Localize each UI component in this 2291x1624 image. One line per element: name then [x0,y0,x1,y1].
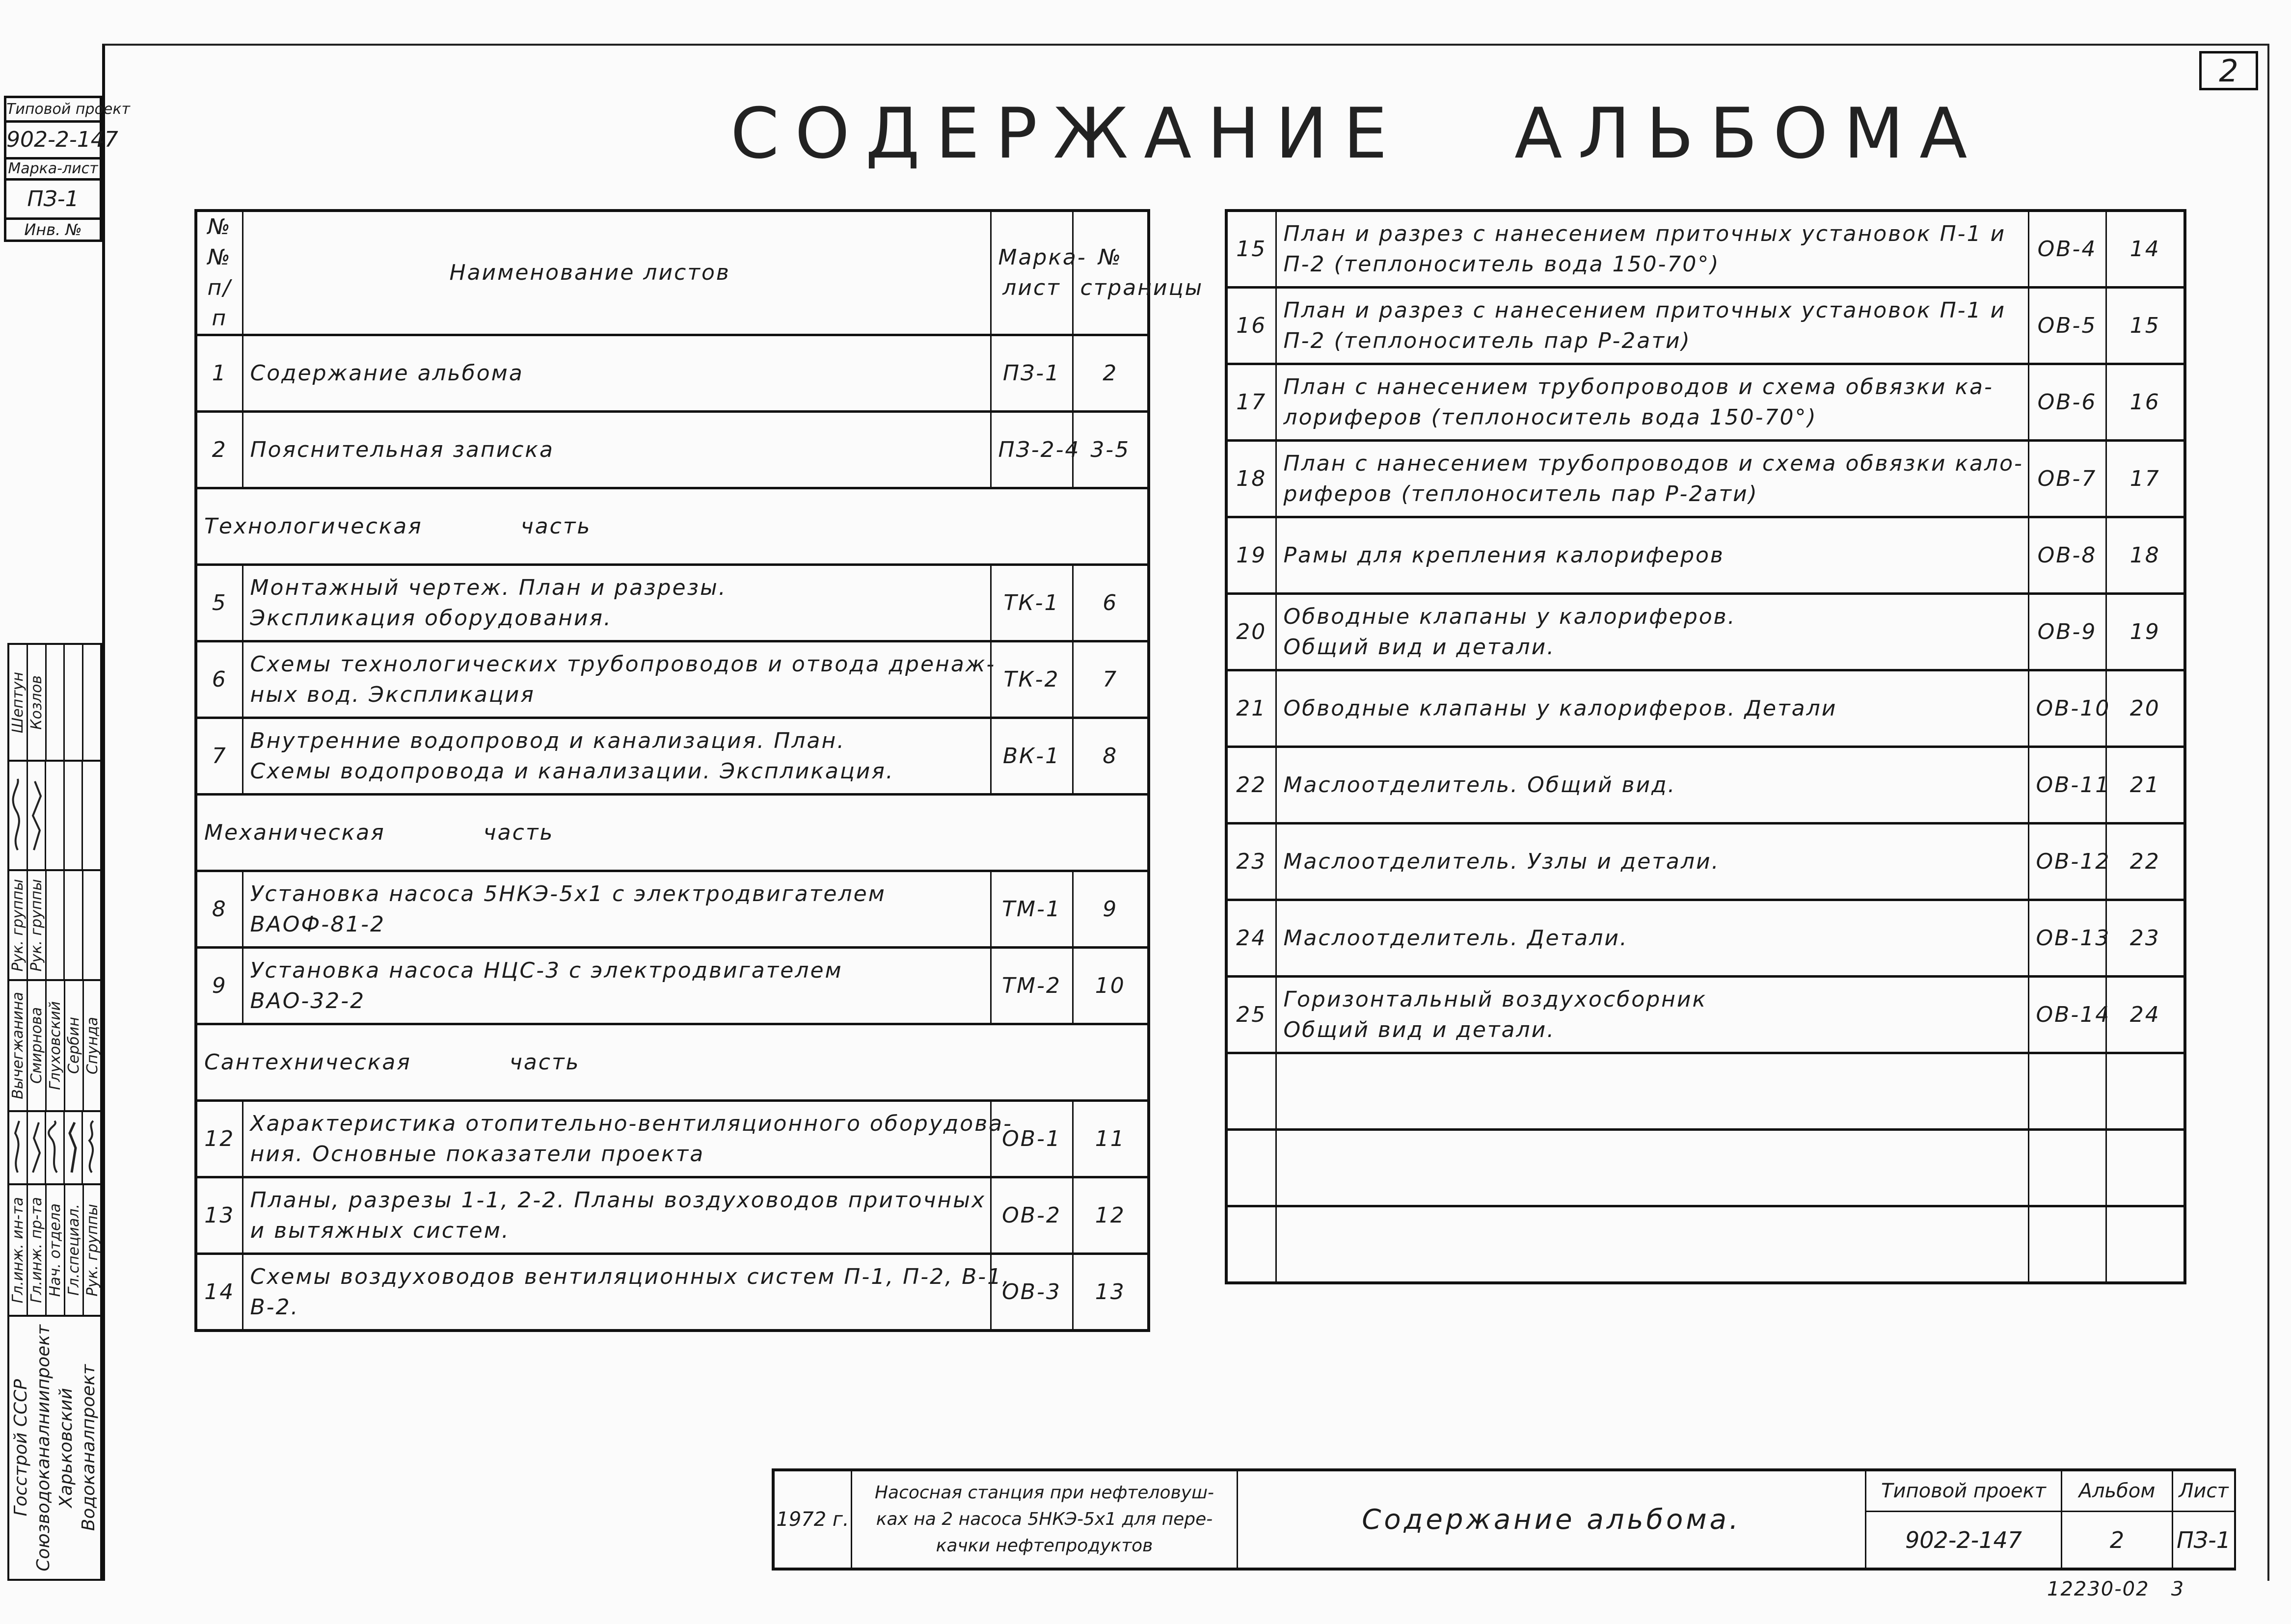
table-row [196,335,1149,412]
stamp-mark-value: ПЗ-1 [6,181,100,220]
title-block-sheet [2173,1471,2234,1568]
row-number: 5 [196,565,243,641]
row-title [1276,977,2028,1053]
row-page: 16 [2106,364,2185,441]
sheet-value: ПЗ-1 [2177,1526,2231,1553]
row-mark: ОВ-5 [2028,288,2106,364]
row-title [1276,1206,2028,1283]
row-page: 14 [2106,211,2185,288]
stamp-name: Шептун [9,671,27,733]
contents-table-left [194,209,1204,1332]
row-number: 24 [1226,900,1276,977]
table-row [196,565,1149,641]
table-row [196,1254,1149,1331]
title-line: и вытяжных систем. [250,1218,510,1243]
title-block-project [1866,1471,2062,1568]
table-row [196,718,1149,795]
title-line: Экспликация оборудования. [250,605,613,631]
row-mark: ТК-1 [991,565,1073,641]
row-number [1226,1053,1276,1130]
row-mark: ОВ-13 [2028,900,2106,977]
row-number: 22 [1226,747,1276,824]
title-line: ВАО-32-2 [250,988,366,1013]
stamp-organization [9,1317,100,1579]
row-page: 12 [1073,1177,1149,1254]
title-line: П-2 (теплоноситель пар Р-2ати) [1283,328,1691,353]
title-line: Схемы технологических трубопроводов и отвода дренаж- [250,651,996,677]
stamp-project-number: 902-2-147 [6,123,100,160]
row-title [1276,824,2028,900]
title-line: В-2. [250,1294,299,1320]
page-number: 2 [2199,51,2258,90]
row-number: 2 [196,412,243,488]
table-row [1226,747,2185,824]
row-title [243,1177,991,1254]
header-page: № страницы [1073,211,1149,335]
section-name: Механическая [204,820,385,845]
org-line: Харьковский [56,1387,77,1508]
row-mark: ОВ-9 [2028,594,2106,670]
row-mark: ПЗ-2-4 [991,412,1073,488]
section-header-row [196,1024,1149,1101]
row-page: 3-5 [1073,412,1149,488]
row-number: 18 [1226,441,1276,517]
title-line: План и разрез с нанесением приточных установок П-1 и [1283,297,2006,323]
title-block-sheet-title: Содержание альбома. [1238,1471,1866,1568]
table-row [1226,824,2185,900]
title-line: Пояснительная записка [250,437,554,462]
row-page [2106,1053,2185,1130]
row-number: 6 [196,641,243,718]
row-mark: ОВ-11 [2028,747,2106,824]
album-label: Альбом [2062,1471,2172,1512]
row-number: 20 [1226,594,1276,670]
title-line: Внутренние водопровод и канализация. План. [250,728,846,753]
title-line: Общий вид и детали. [1283,1017,1556,1042]
album-value: 2 [2109,1526,2125,1553]
section-title [196,795,1149,871]
project-label: Типовой проект [1866,1471,2061,1512]
row-number: 16 [1226,288,1276,364]
title-line: Маслоотделитель. Детали. [1283,925,1628,951]
title-word-2: АЛЬБОМА [1514,93,1983,174]
signature-icon [47,1118,62,1177]
org-line: Госстрой СССР [10,1379,31,1517]
title-line: Горизонтальный воздухосборник [1283,986,1707,1012]
row-number: 13 [196,1177,243,1254]
stamp-role: Гл.инж. ин-та [9,1197,27,1304]
row-title [1276,441,2028,517]
row-number: 9 [196,948,243,1024]
stamp-roles [9,1185,100,1317]
table-row [1226,288,2185,364]
row-page: 23 [2106,900,2185,977]
row-title [243,335,991,412]
stamp-project-label: Типовой проект [6,98,100,123]
signature-icon [10,1118,25,1177]
row-page: 2 [1073,335,1149,412]
row-mark: ТК-2 [991,641,1073,718]
row-title [1276,1130,2028,1206]
row-title [1276,364,2028,441]
row-title [243,718,991,795]
stamp-name: Козлов [28,675,45,730]
row-page: 13 [1073,1254,1149,1331]
row-title [243,1101,1013,1177]
stamp-name: Смирнова [28,1007,45,1084]
row-title [243,871,991,948]
stamp-role: Рук. группы [84,1203,101,1297]
row-number [1226,1130,1276,1206]
row-page: 21 [2106,747,2185,824]
row-number: 21 [1226,670,1276,747]
table-row [1226,364,2185,441]
title-line: План с нанесением трубопроводов и схема обвязки ка- [1283,374,1994,399]
row-page [2106,1130,2185,1206]
signature-icon [66,1118,81,1177]
row-page: 15 [2106,288,2185,364]
row-number: 23 [1226,824,1276,900]
table-row [196,1177,1149,1254]
stamp-name: Сербин [65,1017,82,1074]
row-mark: ОВ-14 [2028,977,2106,1053]
row-mark: ОВ-2 [991,1177,1073,1254]
title-line: План с нанесением трубопроводов и схема обвязки кало- [1283,451,2023,476]
row-mark: ОВ-8 [2028,517,2106,594]
row-mark: ТМ-1 [991,871,1073,948]
row-number: 17 [1226,364,1276,441]
stamp-role: Гл.специал. [65,1204,82,1296]
description-line: ках на 2 насоса 5НКЭ-5х1 для пере- [876,1509,1213,1529]
row-number: 12 [196,1101,243,1177]
row-mark: ОВ-4 [2028,211,2106,288]
row-number: 15 [1226,211,1276,288]
row-title [243,948,991,1024]
row-title [1276,594,2028,670]
row-title [1276,211,2028,288]
stamp-roles-top [9,871,100,981]
row-page: 17 [2106,441,2185,517]
empty-row [1226,1130,2185,1206]
title-line: Обводные клапаны у калориферов. Детали [1283,695,1837,721]
row-number: 7 [196,718,243,795]
header-name: Наименование листов [243,211,991,335]
row-mark: ОВ-1 [991,1101,1073,1177]
table-row [1226,517,2185,594]
empty-row [1226,1053,2185,1130]
table-row [1226,441,2185,517]
row-title [1276,288,2028,364]
row-number: 14 [196,1254,243,1331]
row-mark [2028,1053,2106,1130]
row-number: 19 [1226,517,1276,594]
table-header-row [196,211,1149,335]
title-line: Общий вид и детали. [1283,634,1556,660]
row-number: 1 [196,335,243,412]
table-row [196,948,1149,1024]
stamp-inventory-label: Инв. № [6,220,100,242]
description-line: Насосная станция при нефтеловуш- [874,1483,1214,1503]
stamp-signatures [9,1112,100,1185]
table-row [196,1101,1149,1177]
title-line: лориферов (теплоноситель вода 150-70°) [1283,404,1817,430]
title-block-album [2062,1471,2173,1568]
description-line: качки нефтепродуктов [936,1536,1153,1556]
section-suffix: часть [520,513,592,539]
row-title [1276,670,2028,747]
title-line: П-2 (теплоноситель вода 150-70°) [1283,251,1720,277]
table-row [196,412,1149,488]
row-mark: ТМ-2 [991,948,1073,1024]
row-mark: ОВ-3 [991,1254,1073,1331]
sheet-label: Лист [2173,1471,2234,1512]
header-mark: Марка-лист [991,211,1073,335]
stamp-name: Глуховский [47,1001,64,1091]
row-page: 19 [2106,594,2185,670]
row-page: 22 [2106,824,2185,900]
title-block [772,1468,2236,1571]
row-mark: ВК-1 [991,718,1073,795]
archive-number: 12230-02 3 [2047,1578,2185,1600]
stamp-role: Гл.инж. пр-та [28,1197,45,1303]
project-stamp [4,96,130,242]
approval-stamp [7,643,102,1581]
title-line: риферов (теплоноситель пар Р-2ати) [1283,481,1758,506]
row-page: 9 [1073,871,1149,948]
section-suffix: часть [483,820,554,845]
row-title [1276,747,2028,824]
row-title [243,565,991,641]
title-line: Содержание альбома [250,360,524,386]
stamp-role: Рук. группы [28,879,45,972]
contents-table-right [1225,209,2186,1284]
title-line: ных вод. Экспликация [250,682,535,707]
section-title [196,1024,1149,1101]
stamp-names-top [9,645,100,762]
row-mark: ОВ-6 [2028,364,2106,441]
title-line: Обводные клапаны у калориферов. [1283,604,1736,629]
row-mark [2028,1130,2106,1206]
table-row [1226,977,2185,1053]
row-title [243,641,996,718]
table-row [196,641,1149,718]
section-header-row [196,795,1149,871]
stamp-role: Рук. группы [9,879,27,972]
row-page: 7 [1073,641,1149,718]
row-page: 18 [2106,517,2185,594]
row-number: 25 [1226,977,1276,1053]
row-title [243,1254,1011,1331]
stamp-role: Нач. отдела [47,1203,64,1297]
row-page: 6 [1073,565,1149,641]
title-line: Установка насоса НЦС-3 с электродвигателем [250,958,843,983]
section-header-row [196,488,1149,565]
signature-icon [29,776,44,855]
row-title [243,412,991,488]
row-mark: ПЗ-1 [991,335,1073,412]
signature-icon [29,1118,44,1177]
title-line: Монтажный чертеж. План и разрезы. [250,575,727,600]
signature-icon [84,1118,99,1177]
title-line: ния. Основные показатели проекта [250,1141,705,1167]
table-row [196,871,1149,948]
section-name: Технологическая [204,513,423,539]
row-page: 20 [2106,670,2185,747]
row-page: 8 [1073,718,1149,795]
title-block-description [852,1471,1238,1568]
title-line: Характеристика отопительно-вентиляционного оборудова- [250,1111,1013,1136]
title-line: Рамы для крепления калориферов [1283,542,1725,568]
header-num: №№ п/п [196,211,243,335]
row-mark: ОВ-7 [2028,441,2106,517]
row-mark [2028,1206,2106,1283]
title-line: Схемы воздуховодов вентиляционных систем П-1, П-2, В-1, [250,1264,1011,1289]
project-value: 902-2-147 [1905,1526,2022,1553]
title-line: Установка насоса 5НКЭ-5х1 с электродвигателем [250,881,886,906]
row-page: 10 [1073,948,1149,1024]
title-line: Схемы водопровода и канализации. Экспликация. [250,758,894,784]
row-mark: ОВ-12 [2028,824,2106,900]
section-suffix: часть [509,1049,580,1075]
title-line: План и разрез с нанесением приточных установок П-1 и [1283,221,2006,246]
empty-row [1226,1206,2185,1283]
row-page: 11 [1073,1101,1149,1177]
title-line: Маслоотделитель. Общий вид. [1283,772,1676,798]
table-row [1226,670,2185,747]
stamp-names [9,981,100,1112]
row-page [2106,1206,2185,1283]
row-title [1276,517,2028,594]
stamp-name: Спунда [84,1016,101,1075]
title-line: ВАОФ-81-2 [250,911,386,937]
signature-icon [10,776,25,855]
row-title [1276,1053,2028,1130]
table-row [1226,211,2185,288]
stamp-mark-label: Марка-лист [6,160,100,181]
row-number [1226,1206,1276,1283]
stamp-signatures-top [9,762,100,871]
title-line: Маслоотделитель. Узлы и детали. [1283,849,1720,874]
table-row [1226,900,2185,977]
row-page: 24 [2106,977,2185,1053]
org-line: Водоканалпроект [79,1364,99,1531]
section-name: Сантехническая [204,1049,411,1075]
section-title [196,488,1149,565]
title-word-1: СОДЕРЖАНИЕ [730,93,1403,174]
title-line: Планы, разрезы 1-1, 2-2. Планы воздуховодов приточных [250,1187,986,1213]
org-line: Союзводоканалниипроект [33,1324,54,1571]
table-row [1226,594,2185,670]
title-block-year: 1972 г. [775,1471,852,1568]
page-title [730,93,1983,174]
row-mark: ОВ-10 [2028,670,2106,747]
stamp-name: Вычегжанина [9,992,27,1099]
row-title [1276,900,2028,977]
row-number: 8 [196,871,243,948]
